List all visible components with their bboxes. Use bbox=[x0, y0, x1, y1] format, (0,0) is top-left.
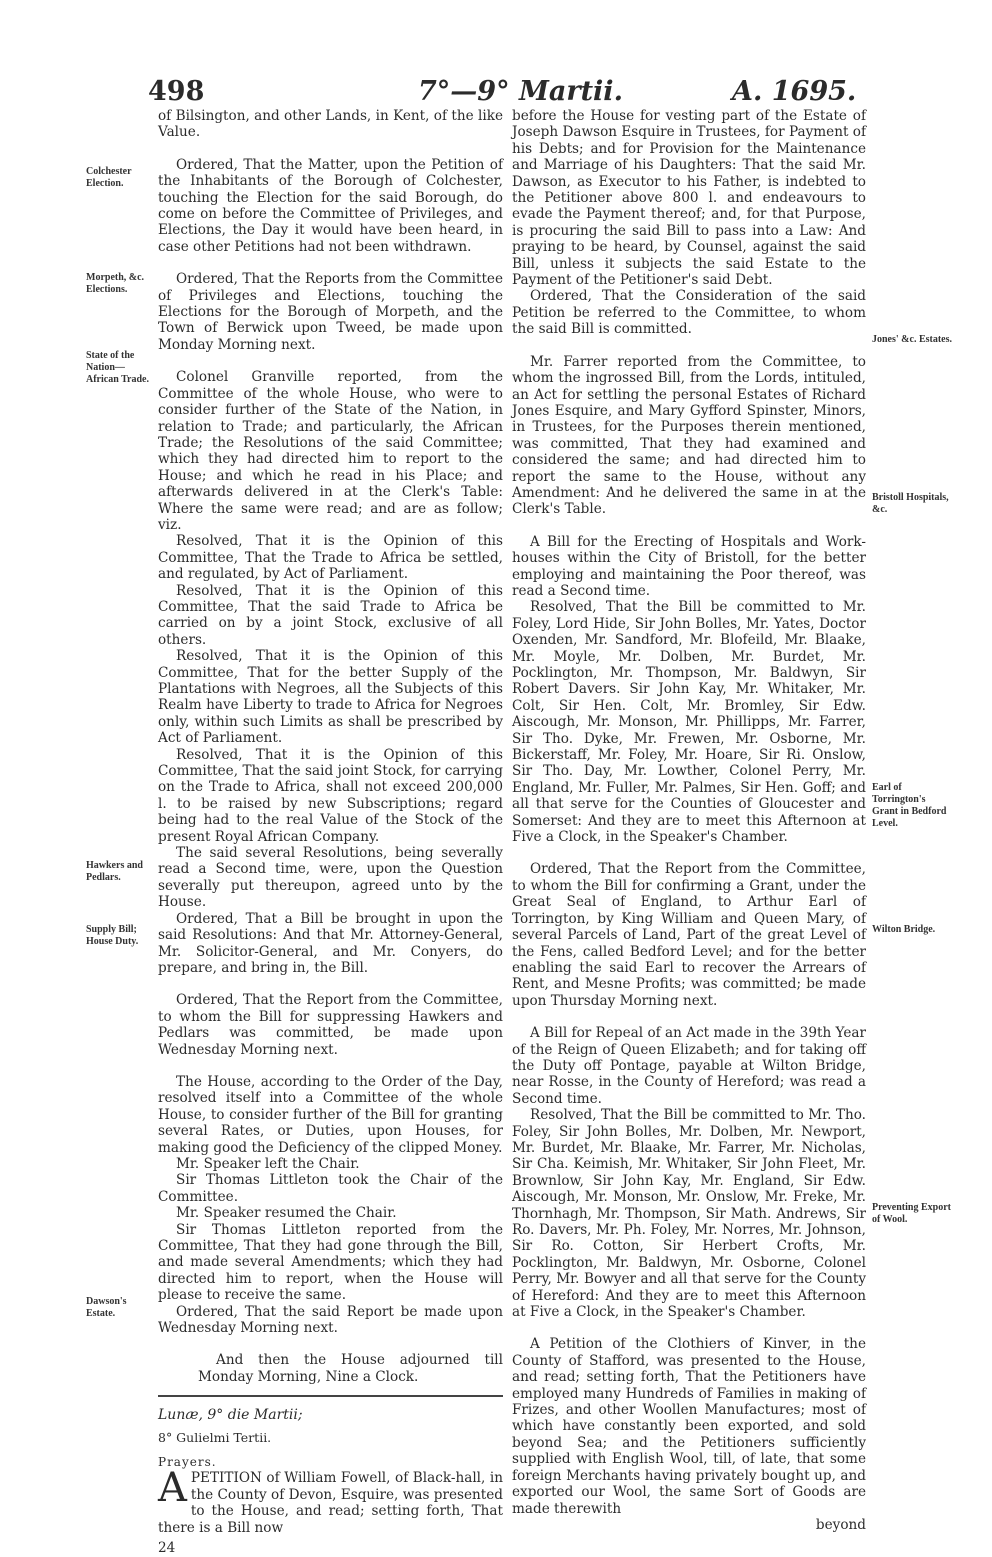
prayers-heading: Prayers. bbox=[158, 1455, 217, 1470]
drop-cap: A bbox=[158, 1465, 187, 1512]
margin-note-dawson: Dawson's Estate. bbox=[86, 1296, 127, 1319]
paragraph: The said several Resolutions, being severally read a Second time, were, upon the Question severally put thereupon, agreed unto by the House. bbox=[158, 845, 503, 911]
signature-mark: 24 bbox=[158, 1540, 176, 1557]
paragraph: before the House for vesting part of the Estate of Joseph Dawson Esquire in Trustees, for Payment of his Debts; and for Provision for the Maintenance and Marriage of his Daughters: That the said Mr. Dawson, as Executor to his Father, is indebted to the Petitioner above 800 l. and endeavours to evade the Payment thereof; and, for that Purpose, is procuring the said Bill to pass into a Law: And praying to be heard, by Counsel, against the said Bill, unless it subjects the said Estate to the Payment of the Petitioner's said Debt. bbox=[512, 108, 866, 289]
reign-heading: 8° Gulielmi Tertii. bbox=[158, 1429, 272, 1445]
paragraph: Ordered, That the Report from the Committee, to whom the Bill for confirming a Grant, under the Great Seal of England, to Arthur Earl of Torrington, by King William and Queen Mary, of several Parcels of Land, Part of the great Level of the Fens, called Bedford Level; and for the better enabling the said Earl to recover the Arrears of Rent, and Mesne Profits; was committed; be made upon Thursday Morning next. bbox=[512, 861, 866, 1009]
margin-note-wool: Preventing Export of Wool. bbox=[872, 1202, 951, 1225]
paragraph: Ordered, That the Report from the Committee, to whom the Bill for suppressing Hawkers and Pedlars was committed, be made upon Wednesday Morning next. bbox=[158, 992, 503, 1058]
paragraph: Resolved, That it is the Opinion of this Committee, That the said Trade to Africa be carried on by a joint Stock, exclusive of all others. bbox=[158, 582, 503, 648]
year-heading: A. 1695. bbox=[732, 76, 857, 107]
paragraph: A Petition of the Clothiers of Kinver, in the County of Stafford, was presented to the House, and read; setting forth, That the Petitioners have employed many Hundreds of Families in making of Frizes, and other Woollen Manufactures; most of which have constantly been exported, and sold beyond Sea; and the Petitioners sufficiently supplied with English Wool, till, of late, that some foreign Merchants having privately bought up, and exported our Wool, the same Sort of Goods are made therewith bbox=[512, 1336, 866, 1517]
margin-note-torrington: Earl of Torrington's Grant in Bedford Level. bbox=[872, 782, 947, 829]
paragraph: Resolved, That it is the Opinion of this Committee, That the said joint Stock, for carrying on the Trade to Africa, shall not exceed 200,000 l. to be raised by new Subscriptions; regard being had to the real Value of the Stock of the present Royal African Company. bbox=[158, 746, 503, 845]
margin-note-wilton: Wilton Bridge. bbox=[872, 924, 936, 935]
margin-note-bristoll: Bristoll Hospitals, &c. bbox=[872, 492, 949, 515]
paragraph: Resolved, That it is the Opinion of this Committee, That for the better Supply of the Plantations with Negroes, all the Subjects of this Realm have Liberty to trade to Africa for Negroes only, within such Limits as shall be prescribed by Act of Parliament. bbox=[158, 648, 503, 747]
date-heading: 7°—9° Martii. bbox=[418, 76, 623, 107]
margin-note-morpeth: Morpeth, &c. Elections. bbox=[86, 272, 145, 295]
paragraph: Sir Thomas Littleton took the Chair of the Committee. bbox=[158, 1172, 503, 1205]
paragraph: Ordered, That the Matter, upon the Petition of the Inhabitants of the Borough of Colchester, touching the Election for the said Borough, do come on before the Committee of Privileges, and Elections, the Day it would have been heard, in case other Petitions had not been withdrawn. bbox=[158, 156, 503, 255]
right-column bbox=[512, 108, 866, 1533]
paragraph: Resolved, That the Bill be committed to Mr. Foley, Lord Hide, Sir John Bolles, Mr. Yates, Doctor Oxenden, Mr. Sandford, Mr. Blofeild, Mr. Blaake, Mr. Moyle, Mr. Dolben, Mr. Burdet, Mr. Pocklington, Mr. Thompson, Mr. Baldwyn, Sir Robert Davers. Sir John Kay, Mr. Whitaker, Mr. Colt, Sir Hen. Colt, Mr. Bromley, Sir Edw. Aiscough, Mr. Monson, Mr. Phillipps, Mr. Farrer, Sir Tho. Dyke, Mr. Frewen, Mr. Osborne, Mr. Bickerstaff, Mr. Foley, Mr. Hoare, Sir Ri. Onslow, Sir Tho. Day, Mr. Lowther, Colonel Perry, Mr. England, Mr. Fuller, Mr. Palmes, Sir Hen. Goff; and all that serve for the Counties of Gloucester and Somerset: And they are to meet this Afternoon at Five a Clock, in the Speaker's Chamber. bbox=[512, 599, 866, 846]
margin-note-supply: Supply Bill; House Duty. bbox=[86, 924, 139, 947]
day-heading: Lunæ, 9° die Martii; bbox=[158, 1407, 303, 1424]
paragraph: Ordered, That a Bill be brought in upon the said Resolutions: And that Mr. Attorney-General, Mr. Solicitor-General, and Mr. Conyers, do prepare, and bring in, the Bill. bbox=[158, 910, 503, 976]
adjournment: And then the House adjourned till Monday Morning, Nine a Clock. bbox=[198, 1352, 503, 1385]
paragraph: Resolved, That the Bill be committed to Mr. Tho. Foley, Sir John Bolles, Mr. Dolben, Mr. Newport, Mr. Burdet, Mr. Blaake, Mr. Farrer, Mr. Nicholas, Sir Cha. Keimish, Mr. Whitaker, Sir John Fleet, Mr. Brownlow, Sir John Kay, Mr. England, Sir Edw. Aiscough, Mr. Monson, Mr. Onslow, Mr. Freke, Mr. Thornhagh, Mr. Thompson, Sir Math. Andrews, Sir Ro. Davers, Mr. Ph. Foley, Mr. Norres, Mr. Johnson, Sir Ro. Cotton, Sir Herbert Crofts, Mr. Pocklington, Mr. Baldwyn, Mr. Osborne, Colonel Perry, Mr. Bowyer and all that serve for the County of Hereford: And they are to meet this Afternoon at Five a Clock, in the Speaker's Chamber. bbox=[512, 1107, 866, 1321]
paragraph: Resolved, That it is the Opinion of this Committee, That the Trade to Africa be settled, and regulated, by Act of Parliament. bbox=[158, 533, 503, 583]
paragraph: Ordered, That the said Report be made upon Wednesday Morning next. bbox=[158, 1303, 503, 1337]
paragraph: Sir Thomas Littleton reported from the Committee, That they had gone through the Bill, and made several Amendments; which they had directed him to report, when the House will please to receive the same. bbox=[158, 1221, 503, 1304]
paragraph: of Bilsington, and other Lands, in Kent, of the like Value. bbox=[158, 108, 503, 141]
paragraph: A Bill for the Erecting of Hospitals and Work-houses within the City of Bristoll, for the better employing and maintaining the Poor thereof, was read a Second time. bbox=[512, 533, 866, 599]
paragraph: Ordered, That the Reports from the Committee of Privileges and Elections, touching the Elections for the Borough of Morpeth, and the Town of Berwick upon Tweed, be made upon Monday Morning next. bbox=[158, 271, 503, 353]
catchword: beyond bbox=[815, 1516, 866, 1533]
page-header bbox=[0, 72, 992, 112]
margin-note-african-trade: State of the Nation—African Trade. bbox=[86, 350, 149, 385]
left-column bbox=[158, 108, 503, 1557]
paragraph: Mr. Farrer reported from the Committee, to whom the ingrossed Bill, from the Lords, intituled, an Act for settling the personal Estates of Richard Jones Esquire, and Mary Gyfford Spinster, Minors, in Trustees, for the Purposes therein mentioned, was committed, That they had examined and considered the same; and had directed him to report the same to the House, without any Amendment: And he delivered the same in at the Clerk's Table. bbox=[512, 353, 866, 518]
paragraph: Ordered, That the Consideration of the said Petition be referred to the Committee, to whom the said Bill is committed. bbox=[512, 288, 866, 338]
paragraph: Mr. Speaker resumed the Chair. bbox=[176, 1205, 397, 1222]
paragraph: The House, according to the Order of the Day, resolved itself into a Committee of the whole House, to consider further of the Bill for granting several Rates, or Duties, upon Houses, for making good the Deficiency of the clipped Money. bbox=[158, 1073, 503, 1156]
paragraph: Mr. Speaker left the Chair. bbox=[176, 1155, 360, 1172]
paragraph bbox=[158, 1465, 503, 1536]
paragraph: Colonel Granville reported, from the Committee of the whole House, who were to consider further of the State of the Nation, in relation to Trade; and particularly, the African Trade; the Resolutions of the said Committee; which they had directed him to report to the House; and which he read in his Place; and afterwards delivered in at the Clerk's Table: Where the same were read; and are as follow; viz. bbox=[158, 369, 503, 533]
margin-note-jones: Jones' &c. Estates. bbox=[872, 334, 952, 345]
paragraph-text: PETITION of William Fowell, of Black-hall, in the County of Devon, Esquire, was presented to the House, and read; setting forth, That there is a Bill now bbox=[158, 1470, 503, 1536]
section-rule bbox=[158, 1395, 503, 1397]
paragraph: A Bill for Repeal of an Act made in the 39th Year of the Reign of Queen Elizabeth; and for taking off the Duty off Pontage, payable at Wilton Bridge, near Rosse, in the County of Hereford; was read a Second time. bbox=[512, 1025, 866, 1107]
margin-note-colchester: Colchester Election. bbox=[86, 166, 132, 189]
margin-note-hawkers: Hawkers and Pedlars. bbox=[86, 860, 143, 883]
page-number: 498 bbox=[148, 76, 205, 107]
